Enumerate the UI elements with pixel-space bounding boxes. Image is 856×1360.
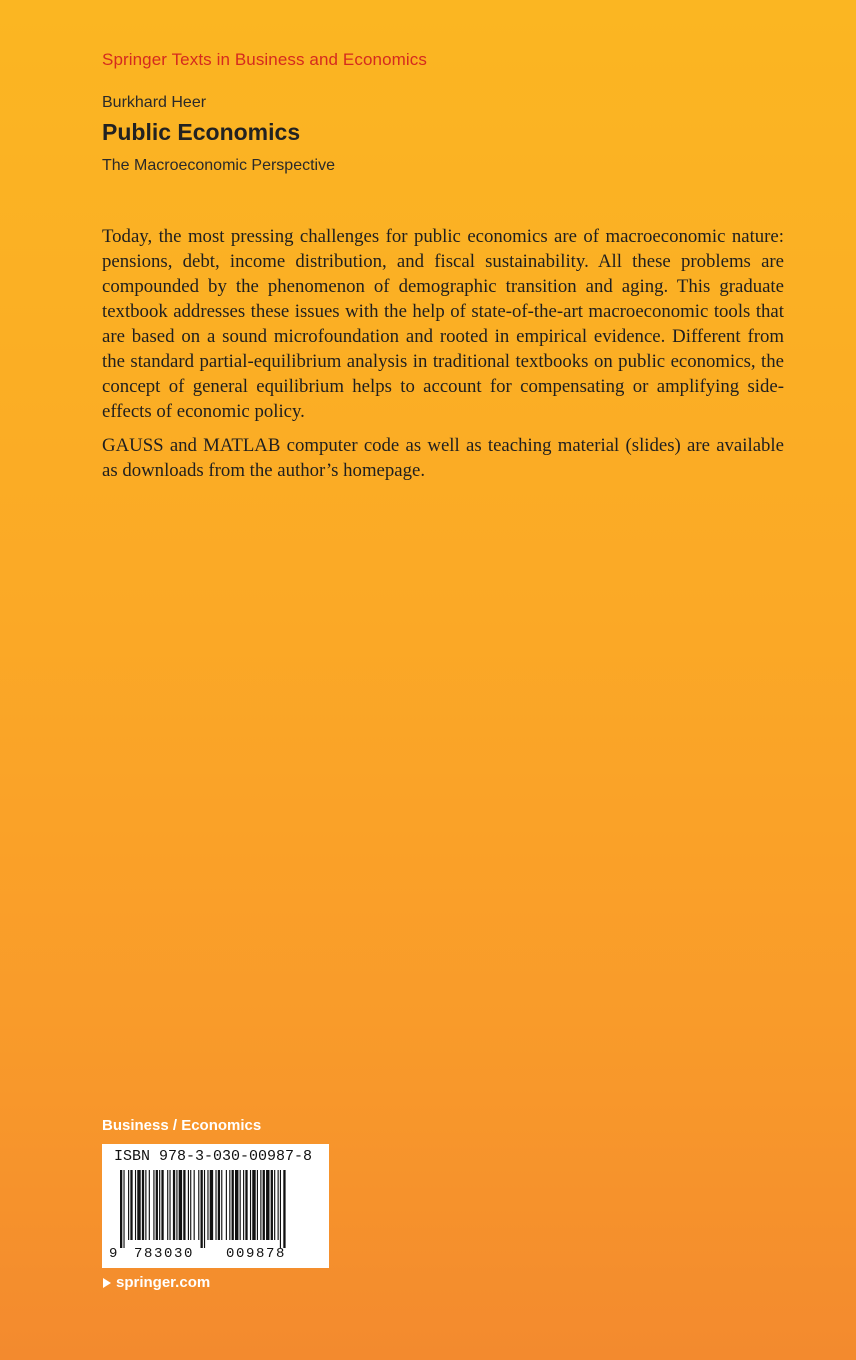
barcode-bar <box>207 1170 208 1240</box>
description-paragraph-2: GAUSS and MATLAB computer code as well as teaching material (slides) are available as downloads from the author’s homepage. <box>102 435 784 481</box>
barcode-bar <box>210 1170 213 1240</box>
barcode-bar <box>278 1170 279 1240</box>
barcode-bar <box>218 1170 220 1240</box>
barcode-digits-right: 009878 <box>226 1246 287 1262</box>
barcode-bar <box>176 1170 177 1240</box>
barcode-bar <box>271 1170 273 1240</box>
description-paragraph-1: Today, the most pressing challenges for public economics are of macroeconomic nature: pensions, debt, income distribution, and fiscal sustainability. All these problems are compounded by the phenomenon of demographic transition and aging. This graduate textbook addresses these issues with the help of state-of-the-art macroeconomic tools that are based on a sound microfoundation and rooted in empirical evidence. Different from the standard partial-equilibrium analysis in traditional textbooks on public economics, the concept of general equilibrium helps to account for compensating or amplifying side-effects of economic policy. <box>102 226 784 422</box>
isbn-label: ISBN 978-3-030-00987-8 <box>114 1148 313 1165</box>
barcode-bar <box>137 1170 140 1240</box>
barcode-bar <box>245 1170 247 1240</box>
barcode-bar <box>190 1170 191 1240</box>
barcode-bar <box>280 1170 281 1248</box>
barcode-bar <box>221 1170 222 1240</box>
barcode-bar <box>120 1170 122 1248</box>
barcode-bar <box>215 1170 216 1240</box>
barcode-digits <box>102 1246 329 1264</box>
series-title: Springer Texts in Business and Economics <box>102 50 427 69</box>
barcode-bar <box>204 1170 205 1248</box>
barcode-bar <box>156 1170 158 1240</box>
barcode-bar <box>145 1170 146 1240</box>
arrow-right-icon <box>102 1277 112 1289</box>
barcode-bar <box>142 1170 144 1240</box>
barcode-bar <box>201 1170 203 1248</box>
barcode-bar <box>283 1170 285 1248</box>
barcode-bars <box>120 1170 312 1248</box>
barcode <box>102 1144 329 1268</box>
barcode-bar <box>123 1170 124 1248</box>
barcode-bar <box>149 1170 150 1240</box>
barcode-bar <box>194 1170 195 1240</box>
barcode-bar <box>198 1170 199 1240</box>
publisher-website[interactable] <box>102 1274 210 1291</box>
barcode-bar <box>263 1170 265 1240</box>
barcode-bar <box>159 1170 160 1240</box>
barcode-bar <box>243 1170 244 1240</box>
barcode-bar <box>135 1170 136 1240</box>
barcode-digit-first: 9 <box>109 1246 118 1262</box>
barcode-bar <box>167 1170 168 1240</box>
barcode-bar <box>257 1170 258 1240</box>
author-name: Burkhard Heer <box>102 94 207 111</box>
subject-category: Business / Economics <box>102 1117 262 1134</box>
book-title: Public Economics <box>102 119 301 145</box>
barcode-bar <box>188 1170 189 1240</box>
barcode-digits-left: 783030 <box>134 1246 195 1262</box>
book-description <box>102 224 784 492</box>
barcode-bar <box>153 1170 154 1240</box>
barcode-bar <box>183 1170 185 1240</box>
barcode-bar <box>250 1170 251 1240</box>
barcode-bar <box>252 1170 255 1240</box>
barcode-bar <box>161 1170 163 1240</box>
barcode-bar <box>173 1170 175 1240</box>
barcode-bar <box>240 1170 241 1240</box>
barcode-bar <box>226 1170 227 1240</box>
barcode-bar <box>128 1170 129 1240</box>
barcode-bar <box>260 1170 261 1240</box>
book-subtitle: The Macroeconomic Perspective <box>102 157 335 174</box>
barcode-bar <box>274 1170 275 1240</box>
barcode-bar <box>130 1170 132 1240</box>
barcode-bar <box>179 1170 182 1240</box>
website-label: springer.com <box>116 1274 211 1291</box>
barcode-bar <box>229 1170 230 1240</box>
barcode-bar <box>235 1170 238 1240</box>
barcode-bar <box>169 1170 170 1240</box>
barcode-bar <box>266 1170 269 1240</box>
barcode-bar <box>232 1170 234 1240</box>
